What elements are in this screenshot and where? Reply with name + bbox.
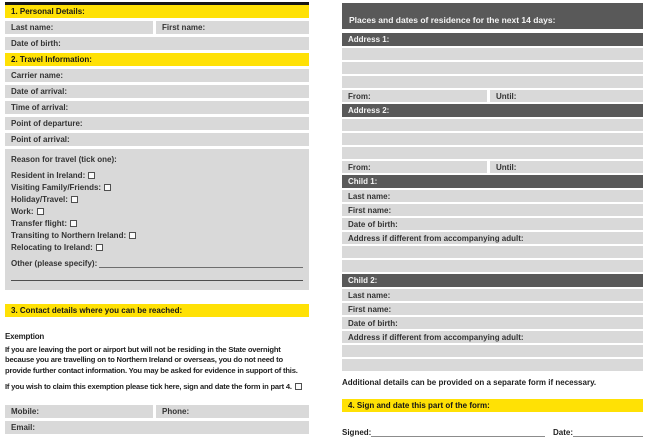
address-2-from-field[interactable] <box>342 161 487 173</box>
child-2-address-line-1[interactable] <box>342 345 643 357</box>
date-input-line[interactable] <box>573 429 643 437</box>
mobile-label: Mobile: <box>11 406 39 416</box>
child-first-name-label: First name: <box>348 304 392 314</box>
name-row <box>5 21 309 34</box>
child-2-address-line-2[interactable] <box>342 359 643 371</box>
point-of-arrival-label: Point of arrival: <box>11 135 70 144</box>
exemption-body: If you are leaving the port or airport but will not be residing in the State overnight because you are travelling on to Northern Ireland or overseas, you do not need to provide further contact information. You may be asked for evidence in support of this. <box>5 345 298 375</box>
relocating-to-ireland-checkbox[interactable] <box>96 244 103 251</box>
signed-label: Signed: <box>342 428 372 437</box>
exemption-section <box>5 332 309 391</box>
reason-for-travel-label: Reason for travel (tick one): <box>11 155 117 164</box>
right-column <box>342 3 643 437</box>
reason-option-row <box>11 229 303 241</box>
child-2-dob-field[interactable] <box>342 317 643 329</box>
resident-in-ireland-label: Resident in Ireland: <box>11 170 86 180</box>
section-4-title: 4. Sign and date this part of the form: <box>348 401 490 410</box>
reason-option-row <box>11 181 303 193</box>
relocating-to-ireland-label: Relocating to Ireland: <box>11 242 93 252</box>
child-1-dob-field[interactable] <box>342 218 643 230</box>
child-dob-label: Date of birth: <box>348 318 398 328</box>
transfer-flight-label: Transfer flight: <box>11 218 68 228</box>
child-last-name-label: Last name: <box>348 290 391 300</box>
address-1-header <box>342 33 643 46</box>
email-label: Email: <box>11 422 36 432</box>
date-of-arrival-field[interactable] <box>5 85 309 98</box>
resident-in-ireland-checkbox[interactable] <box>88 172 95 179</box>
carrier-name-label: Carrier name: <box>11 71 64 80</box>
child-1-first-name-field[interactable] <box>342 204 643 216</box>
child-last-name-label: Last name: <box>348 191 391 201</box>
until-label: Until: <box>496 162 517 172</box>
residence-section-title: Places and dates of residence for the next 14 days: <box>349 14 556 25</box>
signature-input-line[interactable] <box>371 429 545 437</box>
date-of-birth-label: Date of birth: <box>11 39 61 48</box>
other-reason-label: Other (please specify): <box>11 259 98 268</box>
section-2-header <box>5 53 309 66</box>
address-2-line-1[interactable] <box>342 119 643 131</box>
exemption-claim-row <box>5 382 309 391</box>
child-1-title: Child 1: <box>348 177 378 186</box>
holiday-travel-label: Holiday/Travel: <box>11 194 68 204</box>
date-of-arrival-label: Date of arrival: <box>11 87 68 96</box>
residence-section-header <box>342 3 643 29</box>
reason-for-travel-block <box>5 149 309 290</box>
section-3-title: 3. Contact details where you can be reached: <box>11 306 183 315</box>
reason-option-row <box>11 241 303 253</box>
reason-option-row <box>11 205 303 217</box>
last-name-field[interactable] <box>5 21 153 34</box>
address-1-from-field[interactable] <box>342 90 487 102</box>
section-2-title: 2. Travel Information: <box>11 55 92 64</box>
date-label: Date: <box>552 428 573 437</box>
mobile-field[interactable] <box>5 405 153 418</box>
signature-row <box>342 428 643 437</box>
email-field[interactable] <box>5 421 309 434</box>
time-of-arrival-field[interactable] <box>5 101 309 114</box>
visiting-family-friends-label: Visiting Family/Friends: <box>11 182 102 192</box>
address-2-title: Address 2: <box>348 106 390 115</box>
contact-row <box>5 405 309 418</box>
transiting-northern-ireland-label: Transiting to Northern Ireland: <box>11 230 127 240</box>
other-reason-input-line-2[interactable] <box>11 280 303 281</box>
child-1-address-line-1[interactable] <box>342 246 643 258</box>
from-label: From: <box>348 162 371 172</box>
section-1-title: 1. Personal Details: <box>11 7 85 16</box>
point-of-arrival-field[interactable] <box>5 133 309 146</box>
point-of-departure-field[interactable] <box>5 117 309 130</box>
first-name-label: First name: <box>162 23 206 32</box>
child-address-label: Address if different from accompanying adult: <box>348 332 524 342</box>
exemption-claim-checkbox[interactable] <box>295 383 302 390</box>
address-2-line-2[interactable] <box>342 133 643 145</box>
child-2-first-name-field[interactable] <box>342 303 643 315</box>
section-1-header <box>5 5 309 18</box>
phone-label: Phone: <box>162 406 190 416</box>
child-1-header <box>342 175 643 188</box>
child-1-address-line-2[interactable] <box>342 260 643 272</box>
child-address-label: Address if different from accompanying adult: <box>348 233 524 243</box>
from-label: From: <box>348 91 371 101</box>
section-4-header <box>342 399 643 412</box>
until-label: Until: <box>496 91 517 101</box>
address-2-dates-row <box>342 161 643 173</box>
address-1-line-2[interactable] <box>342 62 643 74</box>
address-2-header <box>342 104 643 117</box>
child-2-title: Child 2: <box>348 276 378 285</box>
transfer-flight-checkbox[interactable] <box>70 220 77 227</box>
child-2-last-name-field[interactable] <box>342 289 643 301</box>
address-1-until-field[interactable] <box>490 90 643 102</box>
time-of-arrival-label: Time of arrival: <box>11 103 69 112</box>
child-2-header <box>342 274 643 287</box>
phone-field[interactable] <box>156 405 309 418</box>
holiday-travel-checkbox[interactable] <box>71 196 78 203</box>
address-1-line-1[interactable] <box>342 48 643 60</box>
child-dob-label: Date of birth: <box>348 219 398 229</box>
child-first-name-label: First name: <box>348 205 392 215</box>
child-1-last-name-field[interactable] <box>342 190 643 202</box>
left-column <box>5 2 309 437</box>
date-of-birth-field[interactable] <box>5 37 309 50</box>
address-1-dates-row <box>342 90 643 102</box>
reason-option-row <box>11 217 303 229</box>
address-2-line-3[interactable] <box>342 147 643 159</box>
other-reason-row <box>11 256 303 268</box>
exemption-heading: Exemption <box>5 332 45 341</box>
child-2-address-field[interactable] <box>342 331 643 343</box>
work-checkbox[interactable] <box>37 208 44 215</box>
reason-option-row <box>11 169 303 181</box>
section-3-header <box>5 304 309 317</box>
point-of-departure-label: Point of departure: <box>11 119 83 128</box>
first-name-field[interactable] <box>156 21 309 34</box>
transiting-northern-ireland-checkbox[interactable] <box>129 232 136 239</box>
last-name-label: Last name: <box>11 23 54 32</box>
child-1-address-field[interactable] <box>342 232 643 244</box>
additional-details-note: Additional details can be provided on a separate form if necessary. <box>342 378 597 387</box>
address-1-title: Address 1: <box>348 35 390 44</box>
address-1-line-3[interactable] <box>342 76 643 88</box>
carrier-name-field[interactable] <box>5 69 309 82</box>
reason-option-row <box>11 193 303 205</box>
visiting-family-friends-checkbox[interactable] <box>104 184 111 191</box>
address-2-until-field[interactable] <box>490 161 643 173</box>
work-label: Work: <box>11 206 34 216</box>
other-reason-input-line[interactable] <box>99 259 303 268</box>
exemption-claim-label: If you wish to claim this exemption please tick here, sign and date the form in part 4. <box>5 381 292 391</box>
